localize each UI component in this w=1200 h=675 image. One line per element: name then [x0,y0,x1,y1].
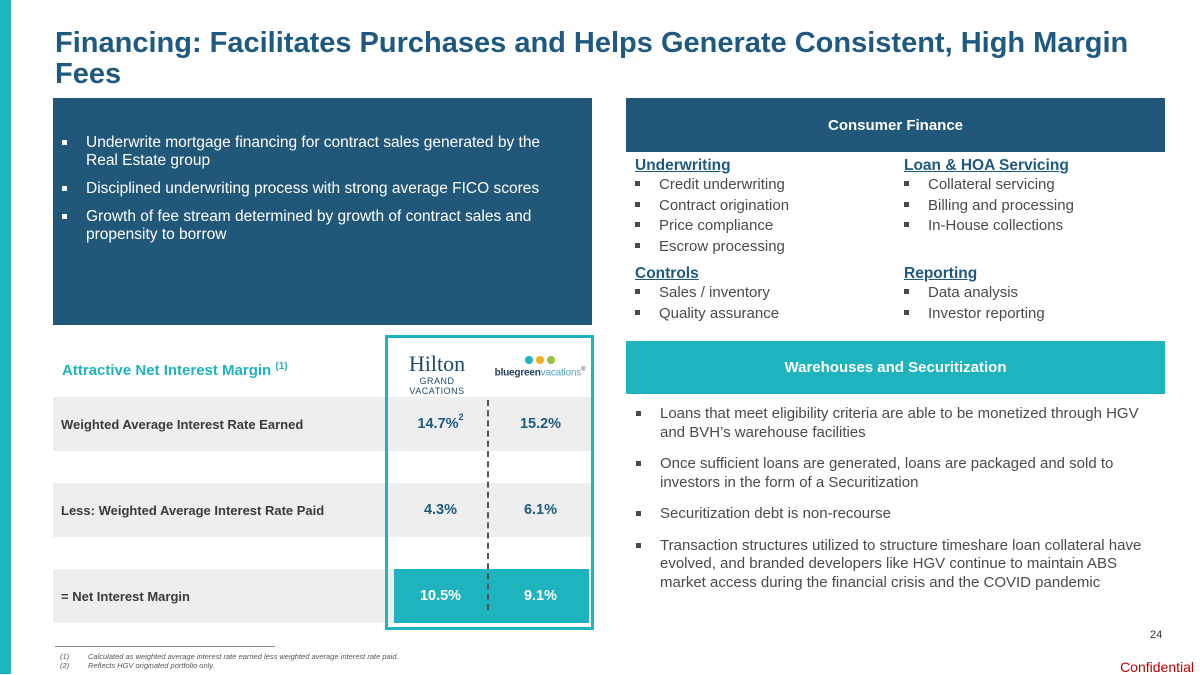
controls-column [635,265,895,324]
comparison-frame [385,335,594,630]
list-item: Loans that meet eligibility criteria are able to be monetized through HGV and BVH’s warehouse facilities [660,405,1165,442]
overview-list [53,98,592,244]
warehouses-header: Warehouses and Securitization [626,341,1165,394]
row-label: Weighted Average Interest Rate Earned [61,416,304,432]
hilton-logo-subtitle: GRAND VACATIONS [409,376,465,396]
overview-bullet: Underwrite mortgage financing for contract sales generated by the Real Estate group [86,134,552,170]
row-label: Less: Weighted Average Interest Rate Paid [61,502,325,518]
footnote: (2) Reflects HGV originated portfolio only. [60,661,215,670]
footnote-divider [55,646,275,647]
list-item: Escrow processing [659,237,895,258]
list-item: Credit underwriting [659,175,895,196]
underwriting-heading: Underwriting [635,157,731,174]
list-item: In-House collections [928,216,1164,237]
column-divider [487,400,489,610]
list-item: Investor reporting [928,304,1164,325]
reporting-heading: Reporting [904,265,978,282]
margin-title-note: (1) [275,361,288,372]
list-item: Securitization debt is non-recourse [660,505,1165,524]
overview-bullet: Disciplined underwriting process with strong average FICO scores [86,180,552,198]
controls-heading: Controls [635,265,699,282]
underwriting-list [635,175,895,257]
list-item: Sales / inventory [659,283,895,304]
footnote: (1) Calculated as weighted average interest rate earned less weighted average interest rate paid. [60,652,399,661]
page-number: 24 [1150,629,1163,641]
hgv-value: 4.3% [423,502,458,518]
list-item: Price compliance [659,216,895,237]
servicing-column [904,157,1164,237]
servicing-heading: Loan & HOA Servicing [904,157,1069,174]
list-item: Transaction structures utilized to structure timeshare loan collateral have evolved, and branded developers like HGV continue to maintain ABS market access during the financial crisis and the COVID pandemic [660,537,1165,593]
underwriting-column [635,157,895,257]
bvh-value: 6.1% [523,502,558,518]
list-item: Contract origination [659,196,895,217]
hgv-value: 14.7% $^2$ [417,412,464,432]
bvh-value: 15.2% [519,416,562,432]
reporting-column [904,265,1164,324]
list-item: Once sufficient loans are generated, loans are packaged and sold to investors in the form of a Securitization [660,455,1165,492]
overview-panel [53,98,592,325]
page-title: Financing: Facilitates Purchases and Helps Generate Consistent, High Margin Fees [55,27,1129,90]
warehouses-list [660,405,1165,605]
list-item: Billing and processing [928,196,1164,217]
controls-list [635,283,895,324]
hgv-value: 10.5% [419,588,462,604]
margin-table-title [62,361,288,379]
confidential-label: Confidential [1120,659,1194,675]
bluegreen-logo-text: bluegreenvacations® [494,367,586,379]
reporting-list [904,283,1164,324]
left-accent-bar [0,0,11,674]
hilton-logo-name: Hilton [408,351,466,376]
list-item: Data analysis [928,283,1164,304]
servicing-list [904,175,1164,237]
row-label: = Net Interest Margin [61,588,190,604]
bvh-value: 9.1% [523,588,558,604]
overview-bullet: Growth of fee stream determined by growth of contract sales and propensity to borrow [86,208,552,244]
consumer-finance-header: Consumer Finance [626,98,1165,152]
list-item: Collateral servicing [928,175,1164,196]
list-item: Quality assurance [659,304,895,325]
margin-title-text: Attractive Net Interest Margin [62,362,272,379]
